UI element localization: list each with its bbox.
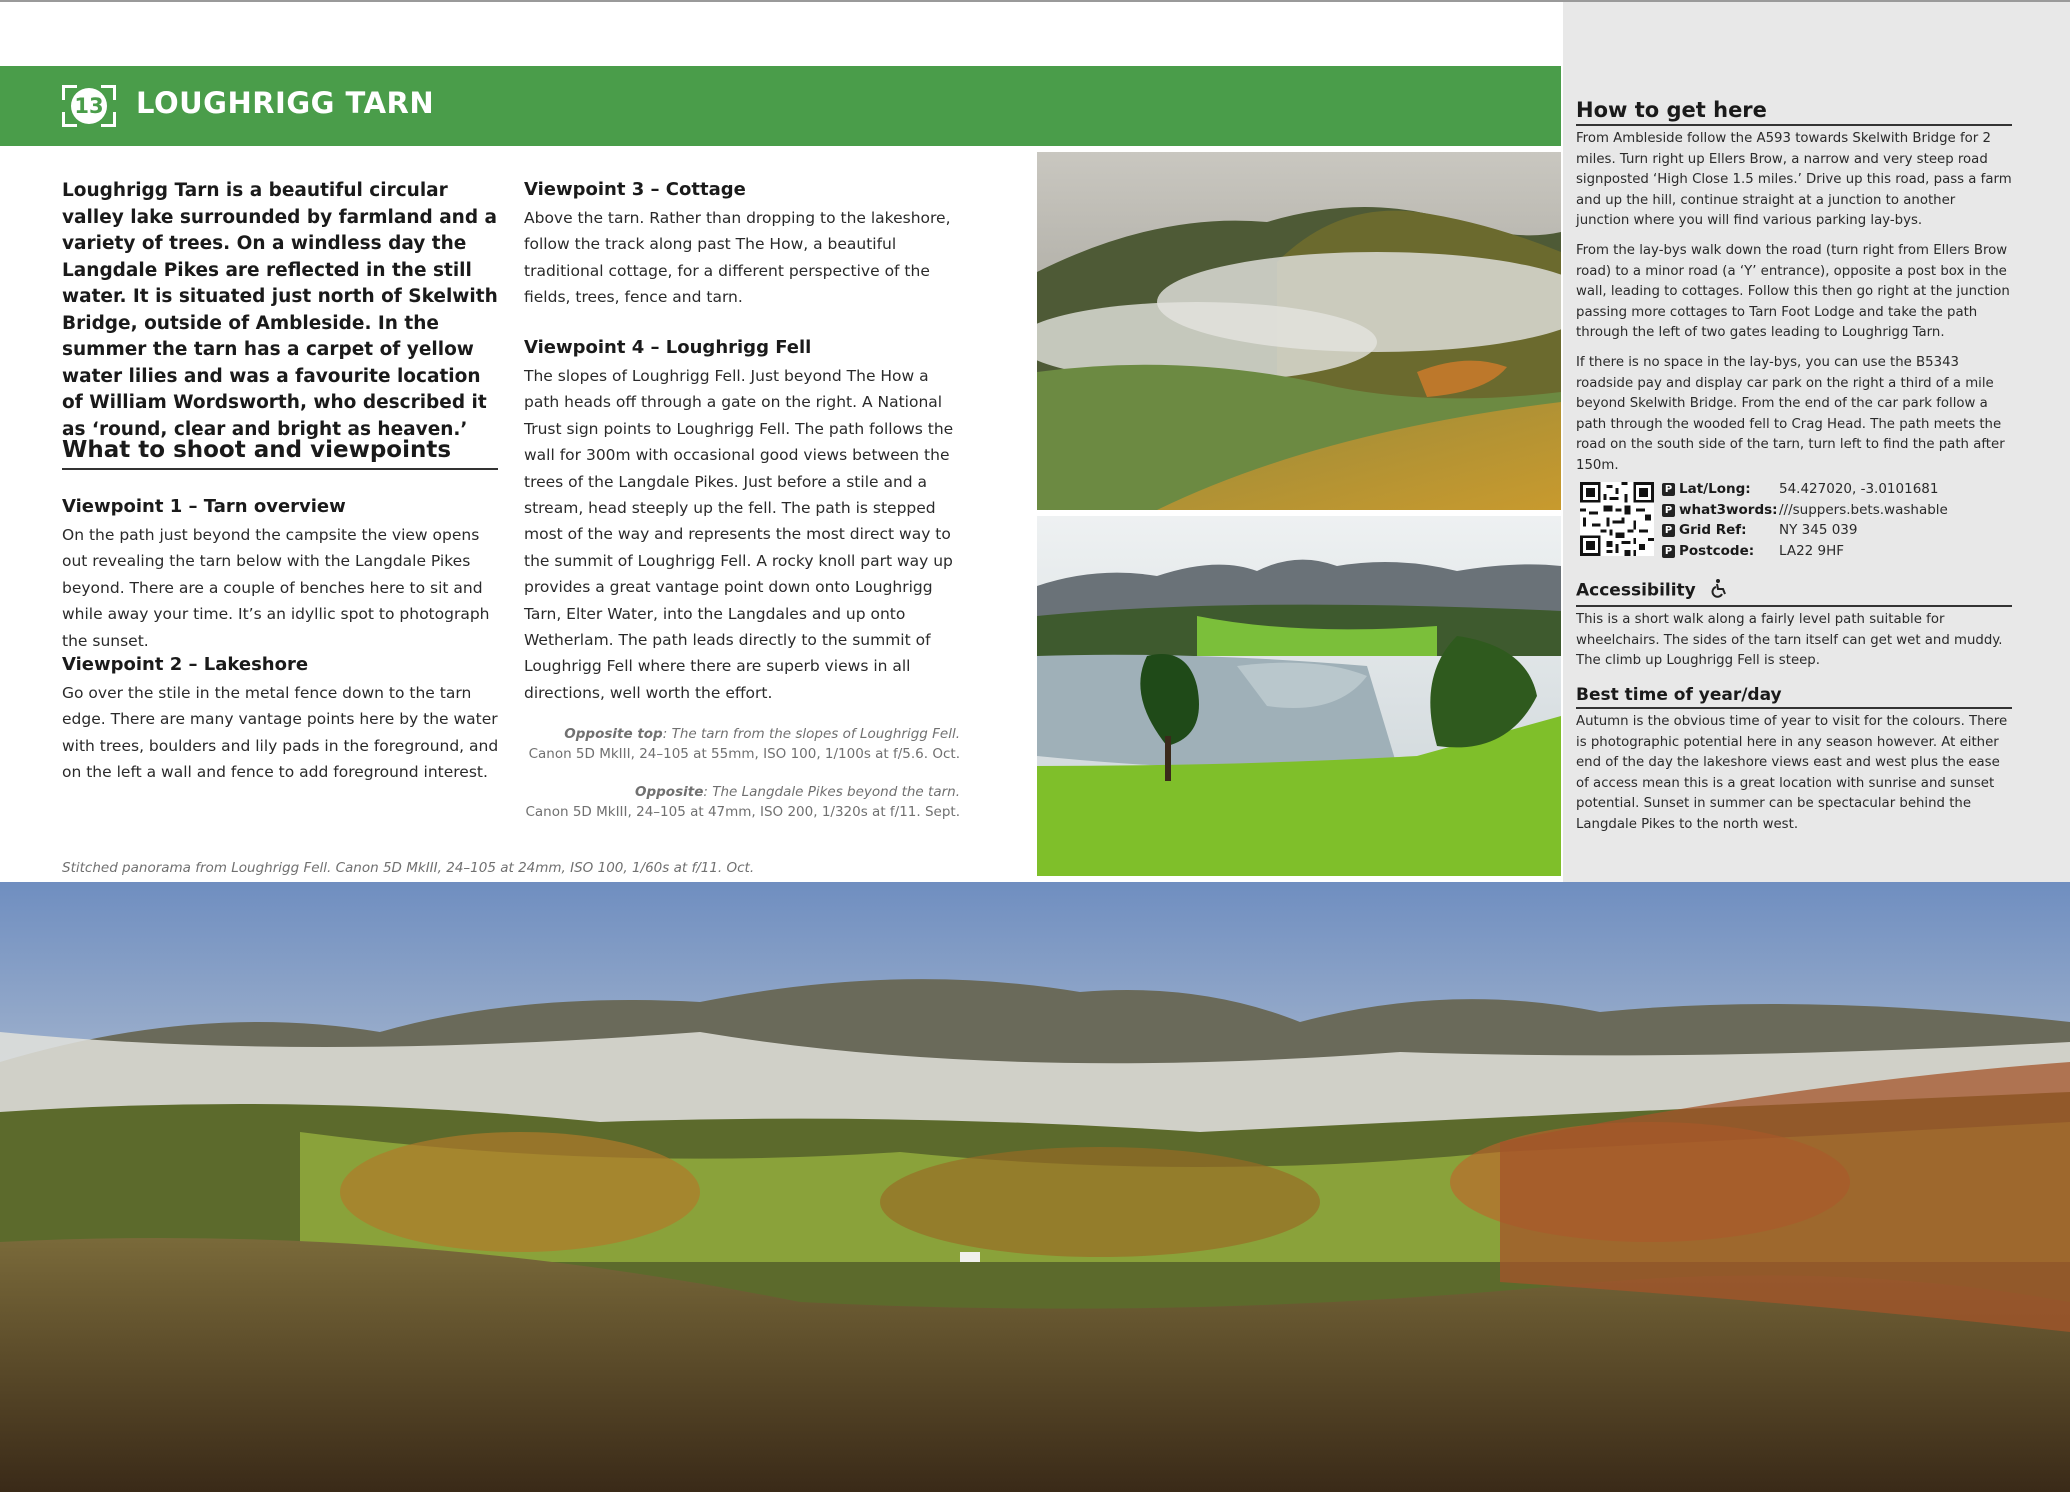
postcode-value: LA22 9HF bbox=[1779, 543, 1845, 559]
viewpoint-3-title: Viewpoint 3 – Cottage bbox=[524, 179, 746, 200]
viewpoint-4-body: The slopes of Loughrigg Fell. Just beyond The How a path heads off through a gate on the right. A National Trust sign points to Loughrigg Fell. The path follows the wall for 300m with occasional good views between the trees of the Langdale Pikes. Just before a stile and a stream, head steeply up the fell. The path is stepped most of the way and represents the most direct way to the summit of Loughrigg Fell. A rocky knoll part way up provides a great vantage point down onto Loughrigg Tarn, Elter Water, into the Langdales and up onto Wetherlam. The path leads directly to the summit of Loughrigg Fell where there are superb views in all directions, well worth the effort. bbox=[524, 367, 954, 702]
location-banner bbox=[0, 66, 1561, 146]
parking-icon: P bbox=[1662, 545, 1675, 558]
viewpoint-2-title: Viewpoint 2 – Lakeshore bbox=[62, 654, 309, 675]
latlong-row: P Lat/Long: 54.427020, -3.0101681 bbox=[1662, 479, 1938, 499]
parking-icon: P bbox=[1662, 524, 1675, 537]
intro-paragraph: Loughrigg Tarn is a beautiful circular valley lake surrounded by farmland and a variety of trees. On a windless day the Langdale Pikes are reflected in the still water. It is situated just north of Skelwith Bridge, outside of Ambleside. In the summer the tarn has a carpet of yellow water lilies and was a favourite location of William Wordsworth, who described it as ‘round, clear and bright as heaven.’ bbox=[62, 180, 498, 440]
viewpoint-1-body: On the path just beyond the campsite the view opens out revealing the tarn below with the Langdale Pikes beyond. There are a couple of benches here to sit and while away your time. It’s an idyllic spot to photograph the sunset. bbox=[62, 526, 490, 650]
accessibility-text: This is a short walk along a fairly level path suitable for wheelchairs. The sides of the tarn itself can get wet and muddy. The climb up Loughrigg Fell is steep. bbox=[1576, 612, 2003, 669]
viewpoint-2-body: Go over the stile in the metal fence down to the tarn edge. There are many vantage points here by the water with trees, boulders and lily pads in the foreground, and on the left a wall and fence to add foreground interest. bbox=[62, 684, 499, 782]
viewpoint-4-title: Viewpoint 4 – Loughrigg Fell bbox=[524, 337, 812, 358]
caption-panorama: Stitched panorama from Loughrigg Fell. Canon 5D MkIII, 24–105 at 24mm, ISO 100, 1/60s at f/11. Oct. bbox=[62, 860, 755, 876]
how-to-get-here-heading: How to get here bbox=[1576, 98, 2012, 126]
location-number: 13 bbox=[71, 88, 107, 124]
best-time-section bbox=[1576, 685, 2012, 836]
page-title: LOUGHRIGG TARN bbox=[136, 86, 435, 120]
location-number-badge bbox=[62, 85, 116, 127]
viewpoint-3-body: Above the tarn. Rather than dropping to the lakeshore, follow the track along past The How, a beautiful traditional cottage, for a different perspective of the fields, trees, fence and tarn. bbox=[524, 209, 951, 307]
photo-langdale-pikes bbox=[1037, 516, 1561, 876]
photo-panorama bbox=[0, 882, 2070, 1492]
accessibility-heading: Accessibility bbox=[1576, 578, 2012, 607]
directions-paragraph-1: From Ambleside follow the A593 towards Skelwith Bridge for 2 miles. Turn right up Ellers Brow, a narrow and very steep road signposted ‘High Close 1.5 miles.’ Drive up this road, pass a farm and up the hill, continue straight at a junction to another junction where you will find various parking lay-bys. bbox=[1576, 131, 2012, 229]
what3words-value[interactable]: ///suppers.bets.washable bbox=[1779, 502, 1948, 518]
section-heading: What to shoot and viewpoints bbox=[62, 437, 498, 470]
best-time-heading: Best time of year/day bbox=[1576, 685, 2012, 709]
postcode-row: P Postcode: LA22 9HF bbox=[1662, 541, 1844, 561]
parking-icon: P bbox=[1662, 504, 1675, 517]
what3words-row: P what3words: ///suppers.bets.washable bbox=[1662, 500, 1948, 520]
photo-tarn-from-slopes bbox=[1037, 152, 1561, 510]
best-time-text: Autumn is the obvious time of year to visit for the colours. There is photographic potential here in any season however. At either end of the day the lakeshore views east and west plus the ease of access mean this is a great location with sunrise and sunset potential. Sunset in summer can be spectacular behind the Langdale Pikes to the north west. bbox=[1576, 714, 2008, 832]
caption-opposite-top: Opposite top: The tarn from the slopes of Loughrigg Fell. Canon 5D MkIII, 24–105 at 55mm, ISO 100, 1/100s at f/5.6. Oct. bbox=[528, 726, 960, 762]
wheelchair-icon bbox=[1710, 578, 1730, 603]
latlong-value[interactable]: 54.427020, -3.0101681 bbox=[1779, 481, 1939, 497]
caption-opposite: Opposite: The Langdale Pikes beyond the tarn. Canon 5D MkIII, 24–105 at 47mm, ISO 200, 1/320s at f/11. Sept. bbox=[525, 784, 960, 820]
directions-paragraph-3: If there is no space in the lay-bys, you can use the B5343 roadside pay and display car park on the right a third of a mile beyond Skelwith Bridge. From the end of the car park follow a path through the wooded fell to Crag Head. The path meets the road on the south side of the tarn, turn left to find the path after 150m. bbox=[1576, 354, 2005, 473]
parking-icon: P bbox=[1662, 483, 1675, 496]
how-to-get-here-section bbox=[1576, 98, 2012, 477]
accessibility-section bbox=[1576, 578, 2012, 672]
directions-paragraph-2: From the lay-bys walk down the road (turn right from Ellers Brow road) to a minor road (a ‘Y’ entrance), opposite a post box in the wall, leading to cottages. Follow this then go right at the junction passing more cottages to Tarn Foot Lodge and take the path through the left of two gates leading to Loughrigg Tarn. bbox=[1576, 242, 2010, 341]
grid-ref-value: NY 345 039 bbox=[1779, 522, 1858, 538]
qr-code[interactable] bbox=[1580, 482, 1654, 556]
viewpoint-1-title: Viewpoint 1 – Tarn overview bbox=[62, 496, 346, 517]
grid-ref-row: P Grid Ref: NY 345 039 bbox=[1662, 520, 1857, 540]
